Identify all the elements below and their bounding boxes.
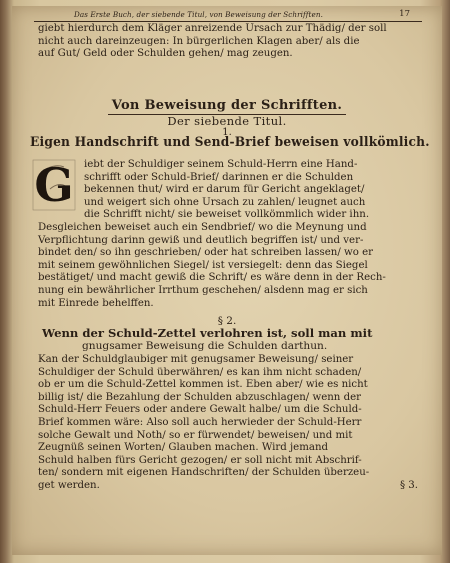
text-line: solche Gewalt und Noth/ so er fürwendet/ beweisen/ und mit (38, 429, 353, 441)
text-line: mit Einrede behelffen. (38, 297, 154, 309)
svg-text:G: G (34, 159, 74, 211)
text-line: ob er um die Schuld-Zettel kommen ist. Eben aber/ wie es nicht (38, 379, 368, 391)
text-line: bestätiget/ und macht gewiß die Schrift/ es wäre denn in der Rech- (38, 272, 386, 284)
section-number: 1. (222, 127, 232, 138)
text-line: Zeugnüß seinen Worten/ Glauben machen. Wird jemand (38, 442, 329, 454)
text-line: ten/ sondern mit eigenen Handschriften/ der Schulden überzeu- (38, 467, 370, 479)
running-head: Das Erste Buch, der siebende Titul, von Beweisung der Schrifften. (74, 10, 324, 19)
book-page (12, 6, 442, 555)
text-line: und weigert sich ohne Ursach zu zahlen/ leugnet auch (84, 196, 366, 208)
section-2-text (38, 354, 418, 493)
text-line: schrifft oder Schuld-Brief/ darinnen er die Schulden (84, 171, 354, 183)
text-line: nung ein bewährlicher Irrthum geschehen/ alsdenn mag er sich (38, 284, 368, 296)
text-line: Kan der Schuldglaubiger mit genugsamer Beweisung/ seiner (38, 354, 354, 365)
text-line: bekennen thut/ wird er darum für Gericht angeklaget/ (84, 184, 365, 196)
section-number: § 2. (217, 315, 237, 327)
text-line: die Schrifft nicht/ sie beweiset vollkömmlich wider ihn. (84, 209, 370, 221)
text-line: auf Gut/ Geld oder Schulden gehen/ mag zeugen. (38, 48, 293, 60)
text-line: bindet den/ so ihn geschrieben/ oder hat schreiben lassen/ wo er (38, 247, 374, 259)
text-line: Desgleichen beweiset auch ein Sendbrief/ wo die Meynung und (38, 221, 367, 233)
chapter-subtitle: Der siebende Titul. (167, 114, 287, 128)
header-rule (34, 21, 422, 22)
text-line: Schuld halben fürs Gericht gezogen/ er soll nicht mit Abschrif- (38, 454, 362, 466)
section-title: Wenn der Schuld-Zettel verlohren ist, soll man mit (42, 326, 373, 340)
section-title-continued: gnugsamer Beweisung die Schulden darthun. (82, 340, 328, 352)
text-line: mit seinem gewöhnlichen Siegel/ ist versiegelt: denn das Siegel (38, 259, 368, 271)
section-1-text (38, 159, 418, 310)
text-line: iebt der Schuldiger seinem Schuld-Herrn eine Hand- (84, 159, 358, 170)
continued-text (38, 23, 418, 61)
text-line: Verpflichtung darinn gewiß und deutlich begriffen ist/ und ver- (38, 234, 364, 246)
next-section-marker: § 3. (399, 479, 418, 491)
section-title: Eigen Handschrift und Send-Brief beweisen vollkömlich. (30, 135, 430, 150)
text-line: giebt hierdurch dem Kläger anreizende Ursach zur Thädig/ der soll (38, 23, 387, 34)
text-line-end: get werden. (38, 479, 100, 491)
text-line: billig ist/ die Bezahlung der Schulden abzuschlagen/ wenn der (38, 391, 362, 403)
text-line: nicht auch dareinzeugen: In bürgerlichen Klagen aber/ als die (38, 35, 360, 47)
text-line: Brief kommen wäre: Also soll auch herwieder der Schuld-Herr (38, 416, 362, 428)
text-line: Schuldiger der Schuld überwähren/ es kan ihm nicht schaden/ (38, 366, 362, 378)
text-line (38, 480, 418, 493)
text-line: Schuld-Herr Feuers oder andere Gewalt halbe/ um die Schuld- (38, 404, 362, 416)
page-number: 17 (399, 9, 410, 19)
chapter-title: Von Beweisung der Schrifften. (111, 98, 343, 113)
